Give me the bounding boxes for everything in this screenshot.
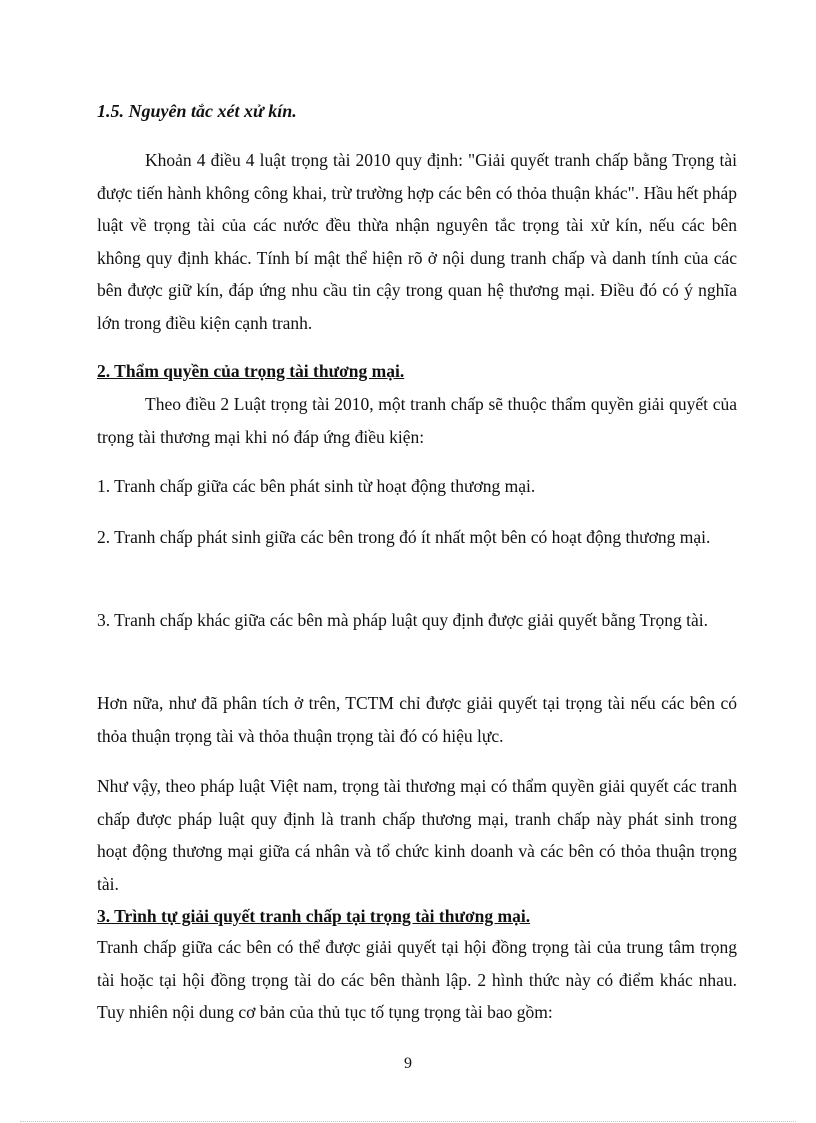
section-1-5-paragraph: Khoản 4 điều 4 luật trọng tài 2010 quy định: "Giải quyết tranh chấp bằng Trọng tài được tiến hành không công khai, trừ trường hợp các bên có thỏa thuận khác". Hầu hết pháp luật về trọng tài của các nước đều thừa nhận nguyên tắc trọng tài xử kín, nếu các bên không quy định khác. Tính bí mật thể hiện rõ ở nội dung tranh chấp và danh tính của các bên được giữ kín, đáp ứng nhu cầu tin cậy trong quan hệ thương mại. Điều đó có ý nghĩa lớn trong điều kiện cạnh tranh. xyxy=(97,150,737,333)
section-2-heading: 2. Thẩm quyền của trọng tài thương mại. xyxy=(97,361,405,381)
section-2-item-3: 3. Tranh chấp khác giữa các bên mà pháp luật quy định được giải quyết bằng Trọng tài. xyxy=(97,610,708,630)
section-2-intro: Theo điều 2 Luật trọng tài 2010, một tranh chấp sẽ thuộc thẩm quyền giải quyết của trọng tài thương mại khi nó đáp ứng điều kiện: xyxy=(97,394,737,447)
section-1-5-heading: 1.5. Nguyên tắc xét xử kín. xyxy=(97,101,297,121)
page-number: 9 xyxy=(404,1055,412,1072)
footer-divider xyxy=(20,1121,796,1122)
section-2-item-1: 1. Tranh chấp giữa các bên phát sinh từ hoạt động thương mại. xyxy=(97,476,536,496)
section-3-paragraph: Tranh chấp giữa các bên có thể được giải quyết tại hội đồng trọng tài của trung tâm trọng tài hoặc tại hội đồng trọng tài do các bên thành lập. 2 hình thức này có điểm khác nhau. Tuy nhiên nội dung cơ bản của thủ tục tố tụng trọng tài bao gồm: xyxy=(97,937,737,1023)
section-2-paragraph-1: Hơn nữa, như đã phân tích ở trên, TCTM chỉ được giải quyết tại trọng tài nếu các bên có thỏa thuận trọng tài và thỏa thuận trọng tài đó có hiệu lực. xyxy=(97,693,737,746)
section-3-heading: 3. Trình tự giải quyết tranh chấp tại trọng tài thương mại. xyxy=(97,906,531,926)
section-2-item-2: 2. Tranh chấp phát sinh giữa các bên trong đó ít nhất một bên có hoạt động thương mại. xyxy=(97,527,711,547)
section-2-paragraph-2: Như vậy, theo pháp luật Việt nam, trọng tài thương mại có thẩm quyền giải quyết các tranh chấp được pháp luật quy định là tranh chấp thương mại, tranh chấp này phát sinh trong hoạt động thương mại giữa cá nhân và tổ chức kinh doanh và các bên có thỏa thuận trọng tài. xyxy=(97,776,737,894)
